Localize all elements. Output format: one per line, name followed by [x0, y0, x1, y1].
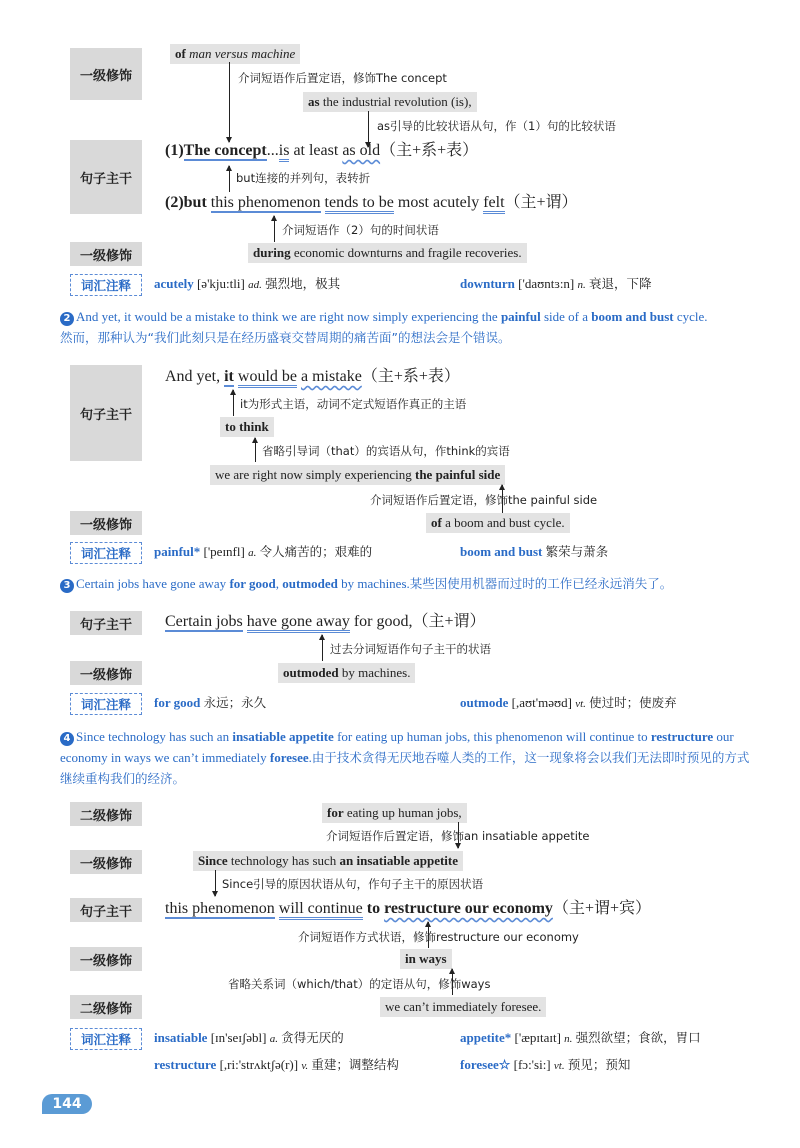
modifier-box-think: to think: [220, 417, 274, 437]
vocab-item: restructure [,ri:'strʌktʃə(r)] v. 重建；调整结构: [154, 1057, 399, 1072]
note-as: as引导的比较状语从句，作（1）句的比较状语: [377, 119, 616, 133]
main-clause: this phenomenon will continue to restructure our economy（主+谓+宾）: [165, 898, 651, 920]
arrow-down: [215, 870, 216, 896]
label-vocab: 词汇注释: [70, 274, 142, 296]
modifier-box-outmoded: outmoded by machines.: [278, 663, 415, 683]
note-ways: 介词短语作方式状语，修饰restructure our economy: [298, 930, 579, 944]
arrow-up: [274, 216, 275, 242]
label-level1: 一级修饰: [70, 511, 142, 535]
note-outmoded: 过去分词短语作句子主干的状语: [330, 642, 491, 656]
note-for: 介词短语作后置定语，修饰an insatiable appetite: [326, 829, 590, 843]
note-that: 省略引导词（that）的宾语从句，作think的宾语: [262, 444, 510, 458]
modifier-box-for: for eating up human jobs,: [322, 803, 467, 823]
label-level1: 一级修饰: [70, 947, 142, 971]
vocab-item: appetite* ['æpɪtaɪt] n. 强烈欲望；食欲，胃口: [460, 1030, 701, 1045]
label-vocab: 词汇注释: [70, 1028, 142, 1050]
note-but: but连接的并列句，表转折: [236, 171, 371, 185]
sentence-3-text: 3 Certain jobs have gone away for good, outmoded by machines.某些因使用机器而过时的工作已经永远消失了。: [60, 573, 760, 594]
note-it: it为形式主语，动词不定式短语作真正的主语: [240, 397, 467, 411]
label-main: 句子主干: [70, 140, 142, 214]
arrow-up: [322, 635, 323, 661]
modifier-box-ways: in ways: [400, 949, 452, 969]
label-level1: 一级修饰: [70, 850, 142, 874]
vocab-item: boom and bust 繁荣与萧条: [460, 544, 609, 559]
modifier-box-as: as the industrial revolution (is),: [303, 92, 477, 112]
main-clause: Certain jobs have gone away for good,（主+谓）: [165, 611, 486, 633]
label-level2: 二级修饰: [70, 802, 142, 826]
vocab-item: acutely [ə'kju:tli] ad. 强烈地，极其: [154, 276, 341, 291]
main-clause-2: (2)but this phenomenon tends to be most acutely felt（主+谓）: [165, 192, 578, 214]
main-clause: And yet, it would be a mistake（主+系+表）: [165, 366, 460, 388]
vocab-item: insatiable [ɪn'seɪʃəbl] a. 贪得无厌的: [154, 1030, 344, 1045]
modifier-box-of: of man versus machine: [170, 44, 300, 64]
modifier-box-since: Since technology has such an insatiable appetite: [193, 851, 463, 871]
arrow-down: [229, 62, 230, 142]
note-of: 介词短语作后置定语，修饰The concept: [238, 71, 447, 85]
vocab-item: outmode [,aʊt'məʊd] vt. 使过时；使废弃: [460, 695, 677, 710]
sentence-2-text: 2 And yet, it would be a mistake to think we are right now simply experiencing the painful side of a boom and bust cycle. 然而，那种认为“我们此刻只是在经历盛衰交替周期的痛苦面”的想法会是个错误。: [60, 309, 708, 345]
vocab-item: foresee☆ [fɔ:'si:] vt. 预见；预知: [460, 1057, 631, 1072]
label-vocab: 词汇注释: [70, 542, 142, 564]
vocab-item: downturn ['daʊntɜ:n] n. 衰退，下降: [460, 276, 652, 291]
main-clause-1: (1)The concept...is at least as old（主+系+表）: [165, 140, 478, 162]
label-main: 句子主干: [70, 611, 142, 635]
modifier-box-we: we can’t immediately foresee.: [380, 997, 546, 1017]
label-main: 句子主干: [70, 898, 142, 922]
page-number: 144: [42, 1094, 92, 1114]
label-level1: 一级修饰: [70, 661, 142, 685]
arrow-up: [229, 166, 230, 192]
label-level2: 二级修饰: [70, 995, 142, 1019]
arrow-up: [233, 390, 234, 416]
vocab-item: painful* ['peɪnfl] a. 令人痛苦的；艰难的: [154, 544, 373, 559]
note-during: 介词短语作（2）句的时间状语: [282, 223, 439, 237]
modifier-box-of: of a boom and bust cycle.: [426, 513, 570, 533]
label-level1: 一级修饰: [70, 48, 142, 100]
note-since: Since引导的原因状语从句，作句子主干的原因状语: [222, 877, 484, 891]
label-main: 句子主干: [70, 365, 142, 461]
note-which: 省略关系词（which/that）的定语从句，修饰ways: [228, 977, 491, 991]
modifier-box-during: during economic downturns and fragile recoveries.: [248, 243, 527, 263]
vocab-item: for good 永远；永久: [154, 695, 267, 710]
sentence-4-text: 4 Since technology has such an insatiable appetite for eating up human jobs, this phenomenon will continue to restructure our economy in ways we can’t immediately foresee.由于技术贪得无厌地吞噬人类的工作，这一现象将会以我们无法即时预见的方式继续重构我们的经济。: [60, 729, 750, 786]
note-of: 介词短语作后置定语，修饰the painful side: [370, 493, 598, 507]
arrow-up: [255, 438, 256, 462]
label-level1: 一级修饰: [70, 242, 142, 266]
modifier-box-we: we are right now simply experiencing the painful side: [210, 465, 505, 485]
label-vocab: 词汇注释: [70, 693, 142, 715]
